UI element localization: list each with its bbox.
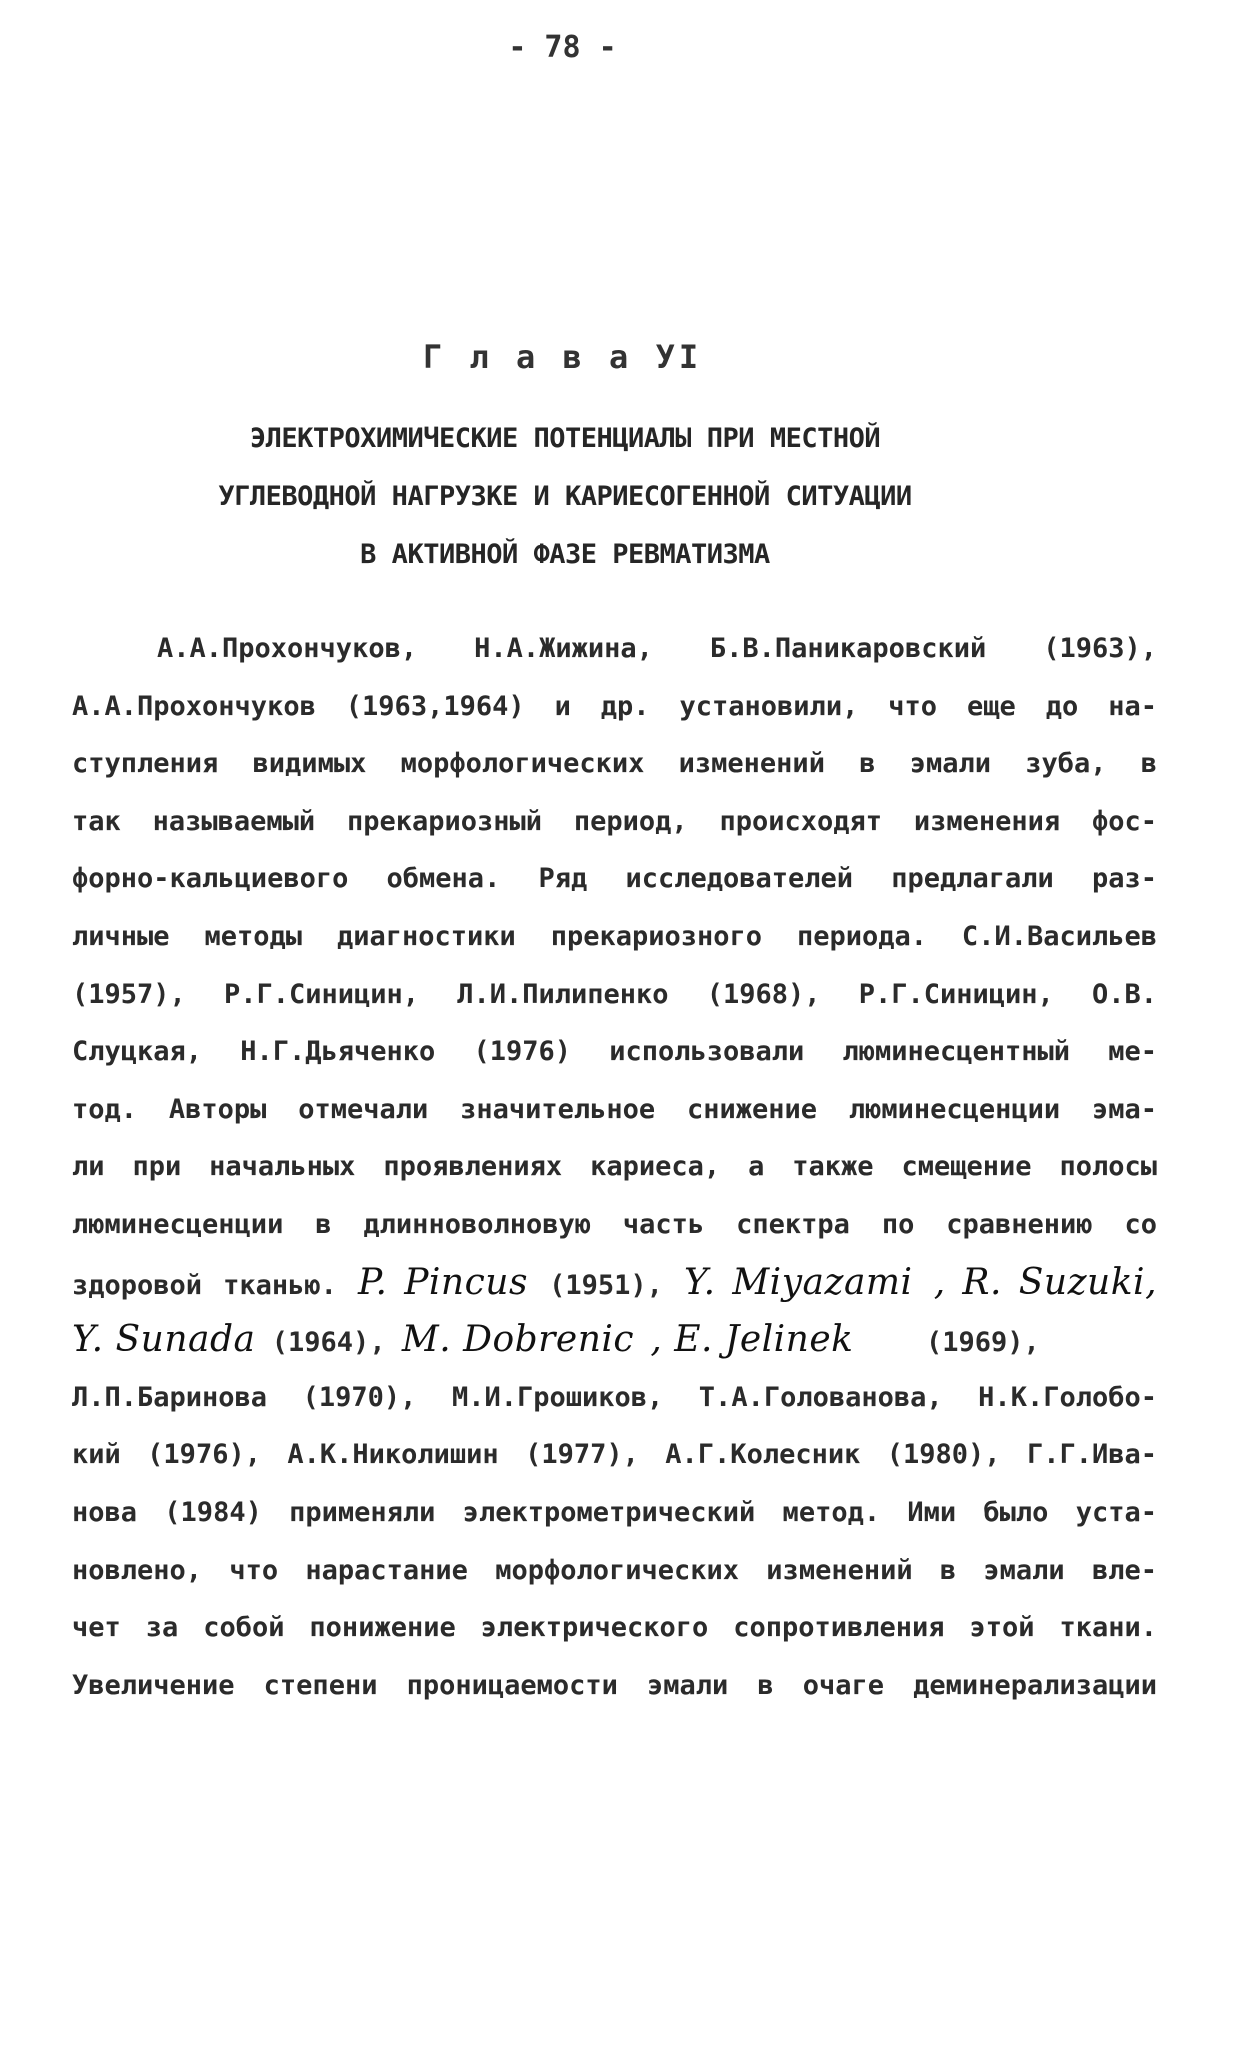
chapter-title-line: ЭЛЕКТРОХИМИЧЕСКИЕ ПОТЕНЦИАЛЫ ПРИ МЕСТНОЙ — [249, 423, 881, 454]
text-line: Слуцкая, Н.Г.Дьяченко (1976) использовали люминесцентный ме- — [72, 1036, 1157, 1068]
text-line: люминесценции в длинноволновую часть спектра по сравнению со — [72, 1208, 1157, 1240]
handwritten-name: Y. Miyazami — [683, 1261, 913, 1303]
handwritten-name: Y. Sunada — [72, 1319, 256, 1361]
text-line: ли при начальных проявлениях кариеса, а также смещение полосы — [72, 1151, 1157, 1183]
text-line-with-handwriting — [72, 1254, 1157, 1312]
text-fragment: (1964), — [271, 1327, 386, 1359]
text-line: нова (1984) применяли электрометрический метод. Ими было уста- — [72, 1496, 1157, 1528]
text-line: личные методы диагностики прекариозного периода. С.И.Васильев — [72, 920, 1157, 952]
chapter-title — [150, 410, 980, 584]
handwritten-name: P. Pincus — [358, 1261, 528, 1303]
text-line: кий (1976), А.К.Николишин (1977), А.Г.Колесник (1980), Г.Г.Ива- — [72, 1439, 1157, 1471]
text-line: форно-кальциевого обмена. Ряд исследователей предлагали раз- — [72, 863, 1157, 895]
text-fragment: (1969), — [925, 1327, 1040, 1359]
handwritten-name: , E. Jelinek — [650, 1319, 854, 1361]
text-line: А.А.Прохончуков, Н.А.Жижина, Б.В.Паникаровский (1963), — [157, 633, 1157, 664]
text-line-with-handwriting — [72, 1311, 1157, 1369]
chapter-title-line: В АКТИВНОЙ ФАЗЕ РЕВМАТИЗМА — [360, 539, 770, 570]
body-text — [72, 620, 1157, 1714]
text-line: Увеличение степени проницаемости эмали в очаге деминерализации — [72, 1669, 1157, 1701]
text-line: тод. Авторы отмечали значительное снижение люминесценции эма- — [72, 1093, 1157, 1125]
handwritten-name: M. Dobrenic — [401, 1319, 635, 1361]
page-number: - 78 - — [508, 30, 617, 65]
text-line: чет за собой понижение электрического сопротивления этой ткани. — [72, 1612, 1157, 1644]
text-line: ступления видимых морфологических изменений в эмали зуба, в — [72, 748, 1157, 780]
handwritten-name: , R. Suzuki, — [933, 1261, 1158, 1303]
text-line: так называемый прекариозный период, происходят изменения фос- — [72, 805, 1157, 837]
chapter-title-line: УГЛЕВОДНОЙ НАГРУЗКЕ И КАРИЕСОГЕННОЙ СИТУАЦИИ — [218, 481, 912, 512]
text-line: А.А.Прохончуков (1963,1964) и др. установили, что еще до на- — [72, 690, 1157, 722]
chapter-heading: Г л а в а УI — [422, 338, 703, 376]
text-fragment: здоровой тканью. — [72, 1269, 337, 1301]
text-line: (1957), Р.Г.Синицин, Л.И.Пилипенко (1968), Р.Г.Синицин, О.В. — [72, 978, 1157, 1010]
text-fragment: (1951), — [549, 1269, 663, 1301]
text-line: новлено, что нарастание морфологических изменений в эмали вле- — [72, 1554, 1157, 1586]
text-line: Л.П.Баринова (1970), М.И.Грошиков, Т.А.Голованова, Н.К.Голобо- — [72, 1381, 1157, 1413]
